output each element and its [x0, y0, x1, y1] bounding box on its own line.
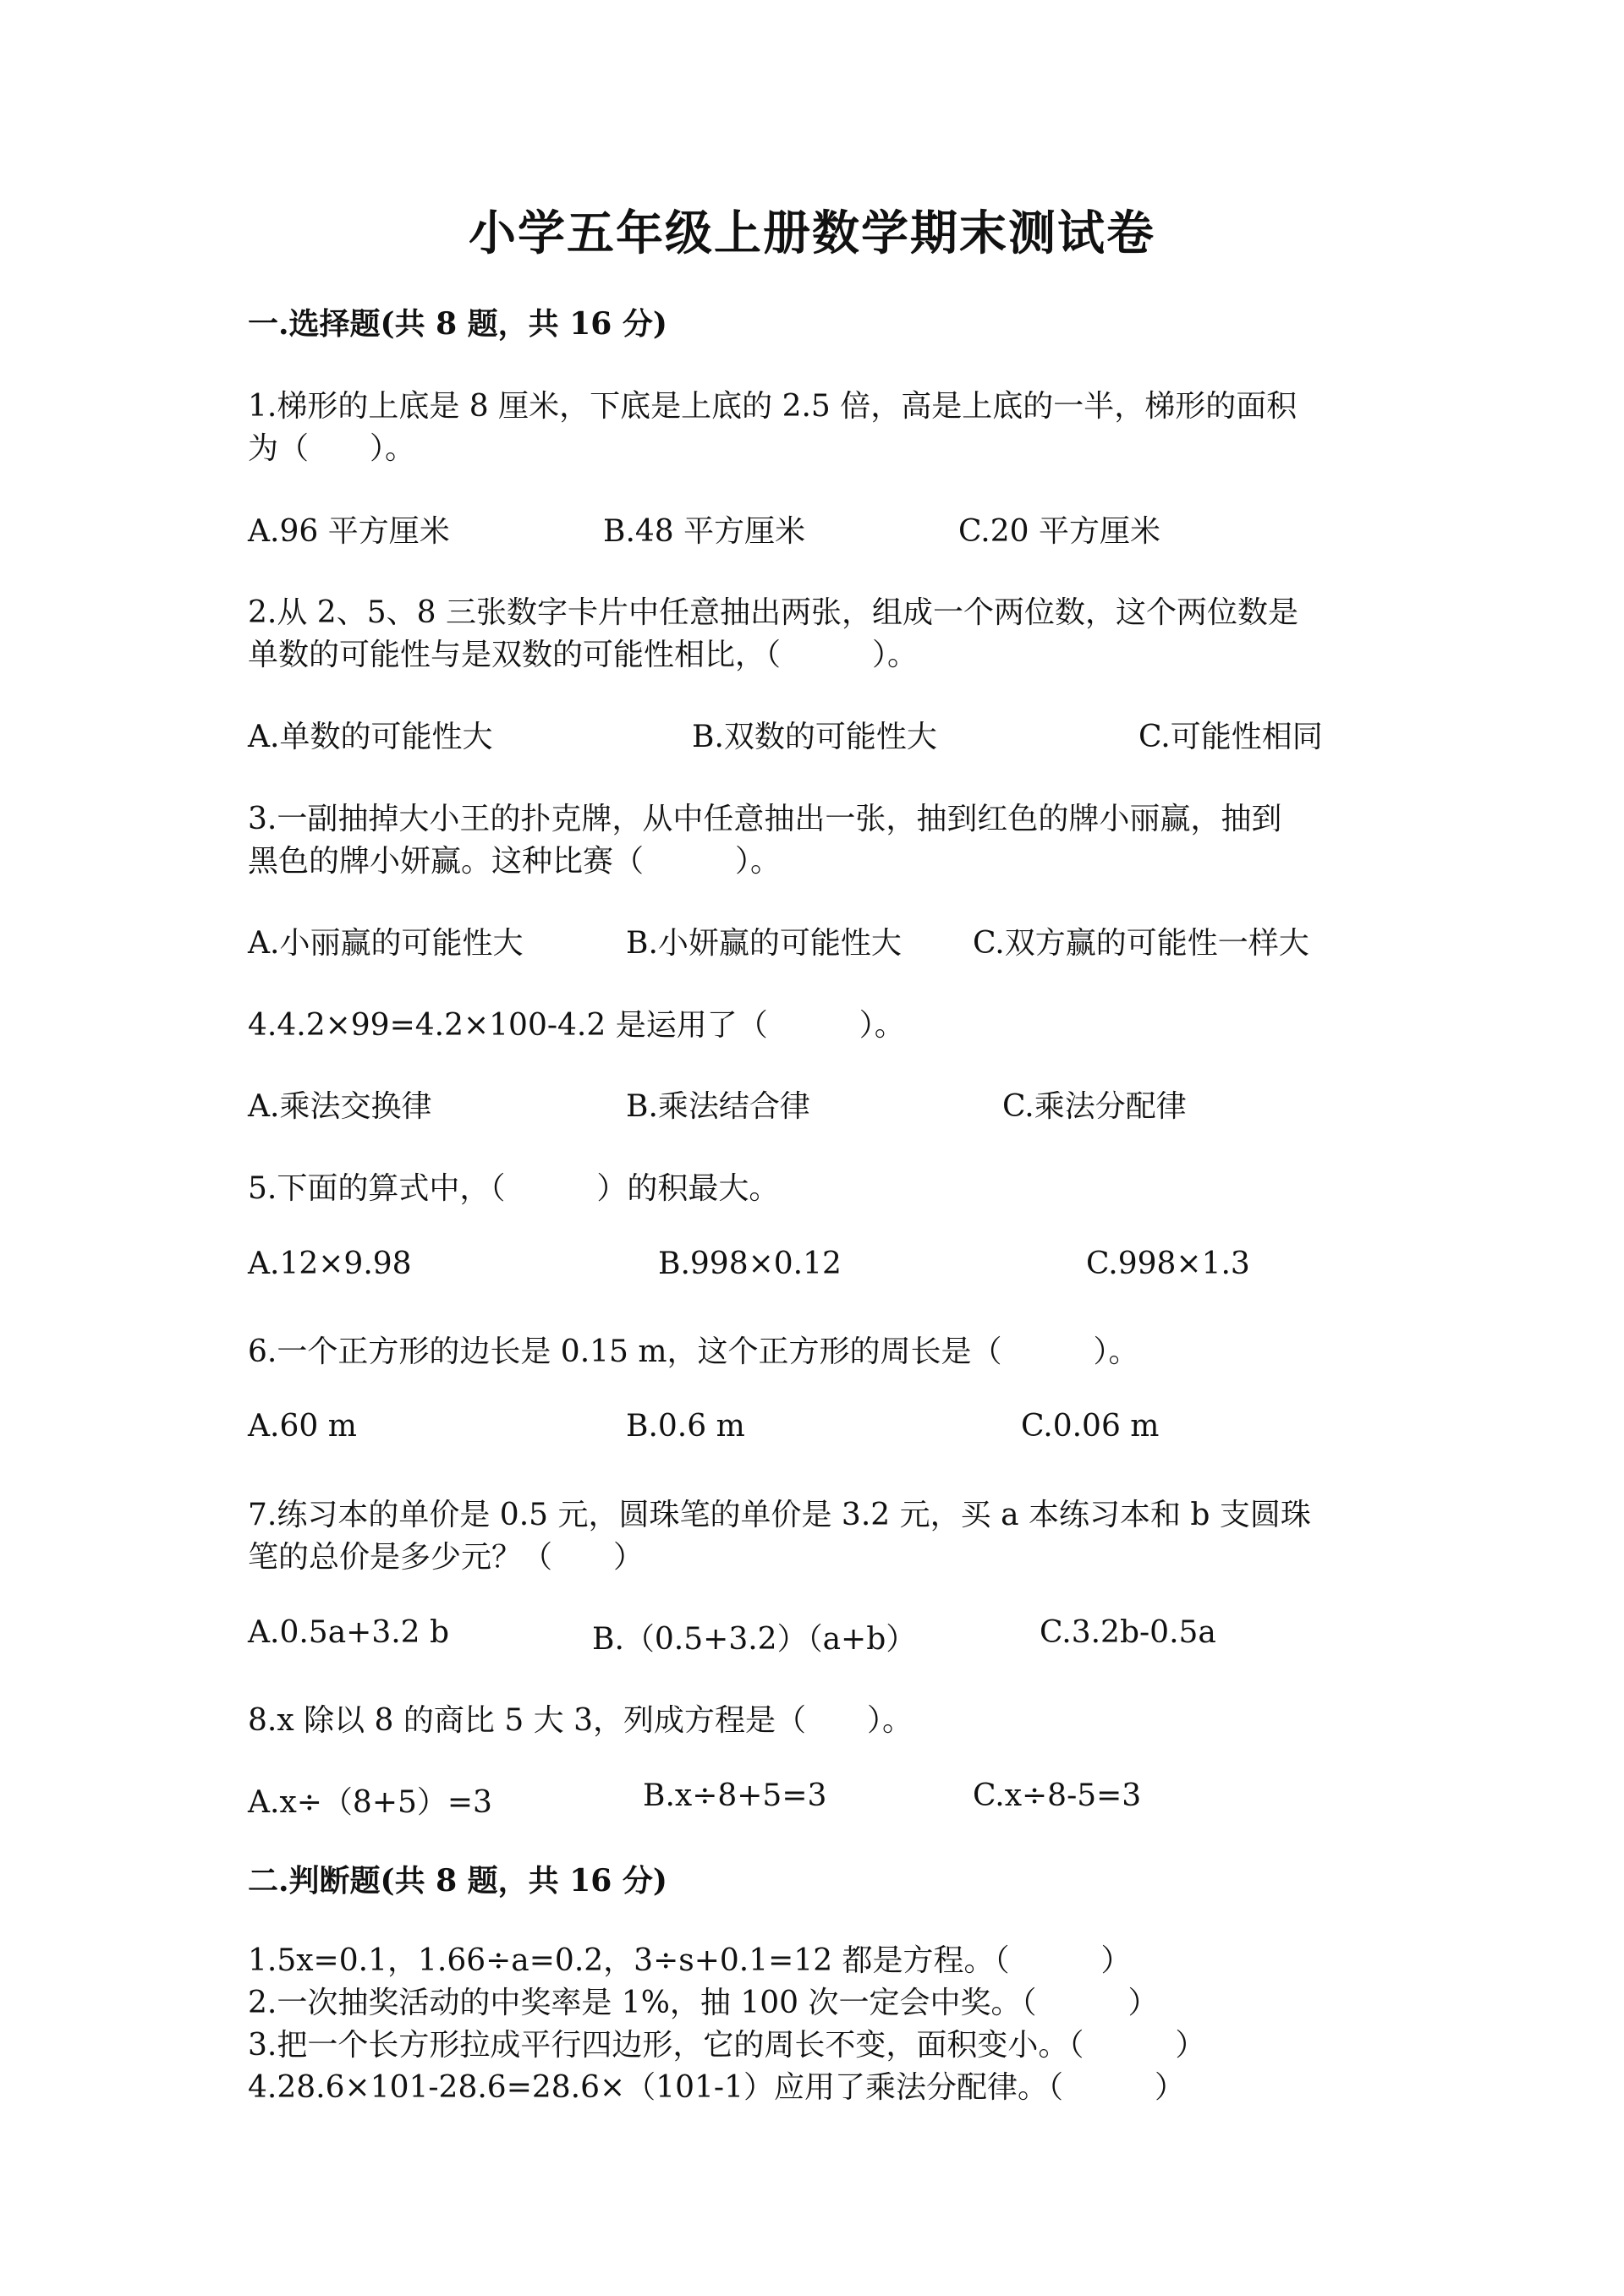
question-2-line-1: 2.从 2、5、8 三张数字卡片中任意抽出两张，组成一个两位数，这个两位数是 — [248, 595, 1298, 630]
question-7-option-c: C.3.2b-0.5a — [1040, 1615, 1216, 1650]
question-7-option-b: B.（0.5+3.2）（a+b） — [592, 1622, 917, 1657]
question-6-option-c: C.0.06 m — [1021, 1409, 1160, 1444]
question-1-option-a: A.96 平方厘米 — [248, 514, 450, 549]
judgement-item-2: 2.一次抽奖活动的中奖率是 1%，抽 100 次一定会中奖。（ ） — [248, 1986, 1159, 2020]
question-3-line-1: 3.一副抽掉大小王的扑克牌，从中任意抽出一张，抽到红色的牌小丽赢，抽到 — [248, 802, 1282, 836]
question-5-option-b: B.998×0.12 — [658, 1247, 842, 1281]
question-7-line-2: 笔的总价是多少元？（ ） — [248, 1540, 645, 1575]
question-2-option-c: C.可能性相同 — [1138, 720, 1323, 754]
judgement-item-1: 1.5x=0.1，1.66÷a=0.2，3÷s+0.1=12 都是方程。（ ） — [248, 1943, 1132, 1978]
question-2-option-a: A.单数的可能性大 — [248, 720, 493, 754]
question-5-option-a: A.12×9.98 — [248, 1247, 412, 1281]
question-5-option-c: C.998×1.3 — [1086, 1247, 1250, 1281]
question-3-option-c: C.双方赢的可能性一样大 — [973, 926, 1309, 961]
section-heading-choice: 一.选择题(共 8 题，共 16 分) — [248, 306, 667, 342]
page-title: 小学五年级上册数学期末测试卷 — [469, 205, 1155, 261]
question-2-option-b: B.双数的可能性大 — [692, 720, 937, 754]
question-8-option-b: B.x÷8+5=3 — [643, 1778, 827, 1813]
question-7-option-a: A.0.5a+3.2 b — [248, 1615, 450, 1650]
question-3-option-b: B.小妍赢的可能性大 — [626, 926, 902, 961]
question-6-line-1: 6.一个正方形的边长是 0.15 m，这个正方形的周长是（ ）。 — [248, 1334, 1139, 1369]
question-3-option-a: A.小丽赢的可能性大 — [248, 926, 524, 961]
question-4-line-1: 4.4.2×99=4.2×100-4.2 是运用了（ ）。 — [248, 1008, 905, 1043]
question-1-option-c: C.20 平方厘米 — [958, 514, 1160, 549]
question-6-option-b: B.0.6 m — [626, 1409, 745, 1444]
question-8-line-1: 8.x 除以 8 的商比 5 大 3，列成方程是（ ）。 — [248, 1703, 914, 1738]
judgement-item-3: 3.把一个长方形拉成平行四边形，它的周长不变，面积变小。（ ） — [248, 2028, 1206, 2063]
question-5-line-1: 5.下面的算式中，（ ）的积最大。 — [248, 1171, 780, 1206]
question-3-line-2: 黑色的牌小妍赢。这种比赛（ ）。 — [248, 844, 782, 879]
question-4-option-b: B.乘法结合律 — [626, 1089, 810, 1124]
judgement-item-4: 4.28.6×101-28.6=28.6×（101-1）应用了乘法分配律。（ ） — [248, 2070, 1185, 2105]
question-7-line-1: 7.练习本的单价是 0.5 元，圆珠笔的单价是 3.2 元，买 a 本练习本和 b 支圆珠 — [248, 1498, 1311, 1532]
question-8-option-a: A.x÷（8+5）=3 — [248, 1785, 492, 1820]
question-1-line-1: 1.梯形的上底是 8 厘米，下底是上底的 2.5 倍，高是上底的一半，梯形的面积 — [248, 389, 1298, 424]
section-heading-judgement: 二.判断题(共 8 题，共 16 分) — [248, 1863, 667, 1899]
question-1-line-2: 为（ ）。 — [248, 431, 416, 466]
question-4-option-a: A.乘法交换律 — [248, 1089, 432, 1124]
question-4-option-c: C.乘法分配律 — [1002, 1089, 1187, 1124]
question-1-option-b: B.48 平方厘米 — [603, 514, 806, 549]
question-8-option-c: C.x÷8-5=3 — [973, 1778, 1142, 1813]
question-6-option-a: A.60 m — [248, 1409, 357, 1444]
question-2-line-2: 单数的可能性与是双数的可能性相比，（ ）。 — [248, 638, 919, 672]
